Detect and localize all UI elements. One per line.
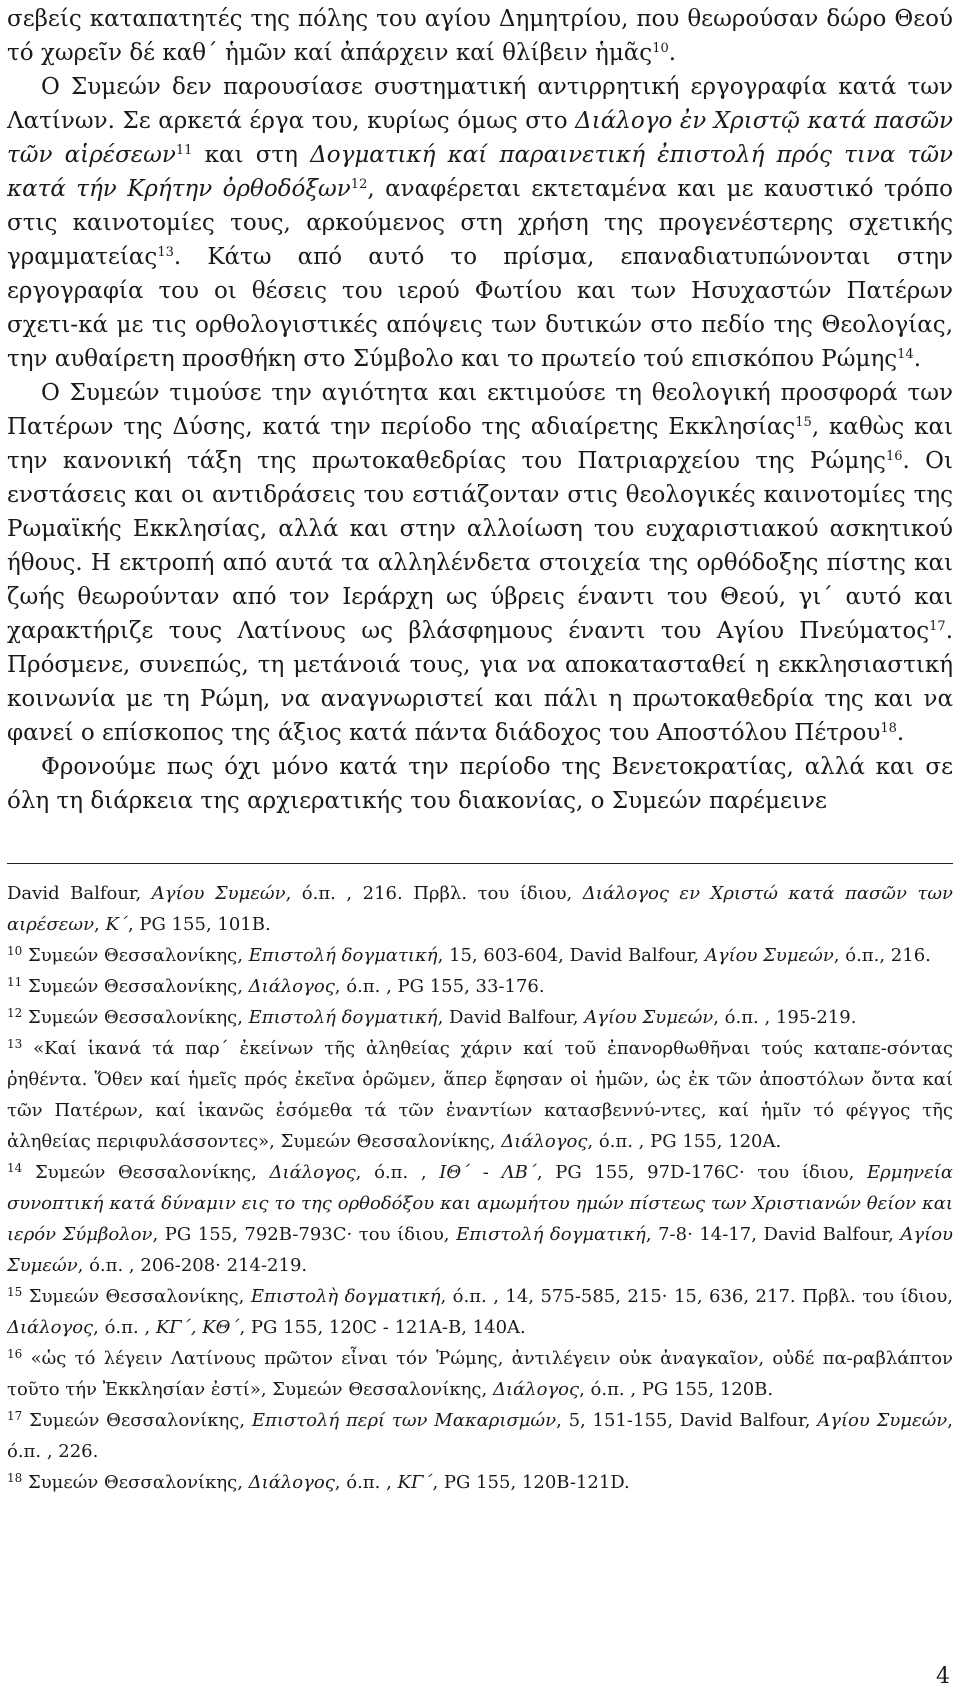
footnote-14: $^{14}$ Συμεών Θεσσαλονίκης, Διάλογος, ό.π. , ΙΘ΄ - ΛΒ΄, PG 155, 97D-176C· του ίδιου, Ερμηνεία συνοπτική κατά δύναμιν εις το της ορθοδόξου και αμωμήτου ημών πίστεως των Χριστιανών θείον και ιερόν Σύμβολον, PG 155, 792B-793C· του ίδιου, Επιστολή δογματική, 7-8· 14-17, David Balfour, Αγίου Συμεών, ό.π. , 206-208· 214-219. <box>7 1161 954 1276</box>
footnote-ref-13[interactable]: 13 <box>157 245 174 260</box>
footnote-ref-10[interactable]: 10 <box>652 41 669 56</box>
work-title: Διάλογο ἐν Χριστῷ κατά πασῶν τῶν αἱρέσεων <box>7 108 954 168</box>
main-text <box>7 2 953 818</box>
paragraph-3: Ο Συμεών τιμούσε την αγιότητα και εκτιμούσε τη θεολογική προσφορά των Πατέρων της Δύσης, κατά την περίοδο της αδιαίρετης Εκκλησίας$^{15}$, καθὼς και την κανονική τάξη της πρωτοκαθεδρίας του Πατριαρχείου της Ρώμης$^{16}$. Οι ενστάσεις και οι αντιδράσεις του εστιάζονταν στις θεολογικές καινοτομίες της Ρωμαϊκής Εκκλησίας, αλλά και στην αλλοίωση του ευχαριστιακού ασκητικού ήθους. Η εκτροπή από αυτά τα αλληλένδετα στοιχεία της ορθόδοξης πίστης και ζωής θεωρούνταν από τον Ιεράρχη ως ύβρεις έναντι του Θεού, γι΄ αυτό και χαρακτήριζε τους Λατίνους ως βλάσφημους έναντι του Αγίου Πνεύματος$^{17}$. Πρόσμενε, συνεπώς, τη μετάνοιά τους, για να αποκατασταθεί η εκκλησιαστική κοινωνία με τη Ρώμη, να αναγνωριστεί και πάλι η πρωτοκαθεδρία της και να φανεί ο επίσκοπος της άξιος κατά πάντα διάδοχος του Αποστόλου Πέτρου$^{18}$. <box>7 380 954 746</box>
footnote-ref-18[interactable]: 18 <box>880 721 897 736</box>
footnote-ref-14[interactable]: 14 <box>897 347 914 362</box>
footnote-11: $^{11}$ Συμεών Θεσσαλονίκης, Διάλογος, ό.π. , PG 155, 33-176. <box>7 975 545 997</box>
footnote-continued: David Balfour, Αγίου Συμεών, ό.π. , 216. Πρβλ. του ίδιου, Διάλογος εν Χριστώ κατά πασῶν των αιρέσεων, Κ΄, PG 155, 101B. <box>7 883 953 935</box>
paragraph-4: Φρονούμε πως όχι μόνο κατά την περίοδο της Βενετοκρατίας, αλλά και σε όλη τη διάρκεια της αρχιερατικής του διακονίας, ο Συμεών παρέμεινε <box>7 754 953 814</box>
footnote-18: $^{18}$ Συμεών Θεσσαλονίκης, Διάλογος, ό.π. , ΚΓ΄, PG 155, 120B-121D. <box>7 1471 630 1493</box>
footnote-ref-17[interactable]: 17 <box>929 619 946 634</box>
footnote-12: $^{12}$ Συμεών Θεσσαλονίκης, Επιστολή δογματική, David Balfour, Αγίου Συμεών, ό.π. , 195-219. <box>7 1006 857 1028</box>
footnote-10: $^{10}$ Συμεών Θεσσαλονίκης, Επιστολή δογματική, 15, 603-604, David Balfour, Αγίου Συμεών, ό.π., 216. <box>7 944 931 966</box>
footnote-13: $^{13}$ «Καί ἱκανά τά παρ΄ ἐκείνων τῆς ἀληθείας χάριν καί τοῦ ἐπανορθωθῆναι τούς καταπε-σόντας ῥηθέντα. Ὅθεν καί ἡμεῖς πρός ἐκεῖνα ὁρῶμεν, ἅπερ ἔφησαν οἱ ἡμῶν, ὡς ἐκ τῶν ἀποστόλων ὄντα καί τῶν Πατέρων, καί ἱκανῶς ἐσόμεθα τά τῶν ἐναντίων κατασβεννύ-ντες, καί ἡμῖν τό φέγγος τῆς ἀληθείας περιφυλάσσοντες», Συμεών Θεσσαλονίκης, Διάλογος, ό.π. , PG 155, 120A. <box>7 1037 953 1152</box>
footnote-17: $^{17}$ Συμεών Θεσσαλονίκης, Επιστολή περί των Μακαρισμών, 5, 151-155, David Balfour, Αγίου Συμεών, ό.π. , 226. <box>7 1409 953 1462</box>
footnote-15: $^{15}$ Συμεών Θεσσαλονίκης, Επιστολὴ δογματική, ό.π. , 14, 575-585, 215· 15, 636, 217. Πρβλ. του ίδιου, Διάλογος, ό.π. , ΚΓ΄, ΚΘ΄, PG 155, 120C - 121A-B, 140A. <box>7 1285 953 1338</box>
paragraph-1: σεβείς καταπατητές της πόλης του αγίου Δημητρίου, που θεωρούσαν δώρο Θεού τό χωρεῖν δέ καθ΄ ἡμῶν καί ἀπάρχειν καί θλίβειν ἡμᾶς$^{10}$. <box>7 6 953 66</box>
footnotes <box>7 878 953 1498</box>
footnote-ref-12[interactable]: 12 <box>350 177 368 192</box>
footnote-16: $^{16}$ «ὡς τό λέγειν Λατίνους πρῶτον εἶναι τόν Ῥώμης, ἀντιλέγειν οὐκ ἀναγκαῖον, οὐδέ πα-ραβλάπτον τοῦτο τήν Ἐκκλησίαν ἐστί», Συμεών Θεσσαλονίκης, Διάλογος, ό.π. , PG 155, 120B. <box>7 1347 953 1400</box>
footnote-ref-16[interactable]: 16 <box>885 449 903 464</box>
footnote-ref-11[interactable]: 11 <box>175 143 193 158</box>
footnote-ref-15[interactable]: 15 <box>795 415 812 430</box>
footnote-separator <box>7 863 953 864</box>
work-title: Δογματική καί παραινετική ἐπιστολή πρός τινα τῶν κατά τήν Κρήτην ὀρθοδόξων <box>7 142 954 202</box>
page-number: 4 <box>936 1664 950 1689</box>
paragraph-2: Ο Συμεών δεν παρουσίασε συστηματική αντιρρητική εργογραφία κατά των Λατίνων. Σε αρκετά έργα του, κυρίως όμως στο Διάλογο ἐν Χριστῷ κατά πασῶν τῶν αἱρέσεων$^{11}$ και στη Δογματική καί παραινετική ἐπιστολή πρός τινα τῶν κατά τήν Κρήτην ὀρθοδόξων$^{12}$, αναφέρεται εκτεταμένα και με καυστικό τρόπο στις καινοτομίες τους, αρκούμενος στη χρήση της προγενέστερης σχετικής γραμματείας$^{13}$. Κάτω από αυτό το πρίσμα, επαναδιατυπώνονται στην εργογραφία του οι θέσεις του ιερού Φωτίου και των Ησυχαστών Πατέρων σχετι-κά με τις ορθολογιστικές απόψεις των δυτικών στο πεδίο της Θεολογίας, την αυθαίρετη προσθήκη στο Σύμβολο και το πρωτείο τού επισκόπου Ρώμης$^{14}$. <box>7 74 954 372</box>
